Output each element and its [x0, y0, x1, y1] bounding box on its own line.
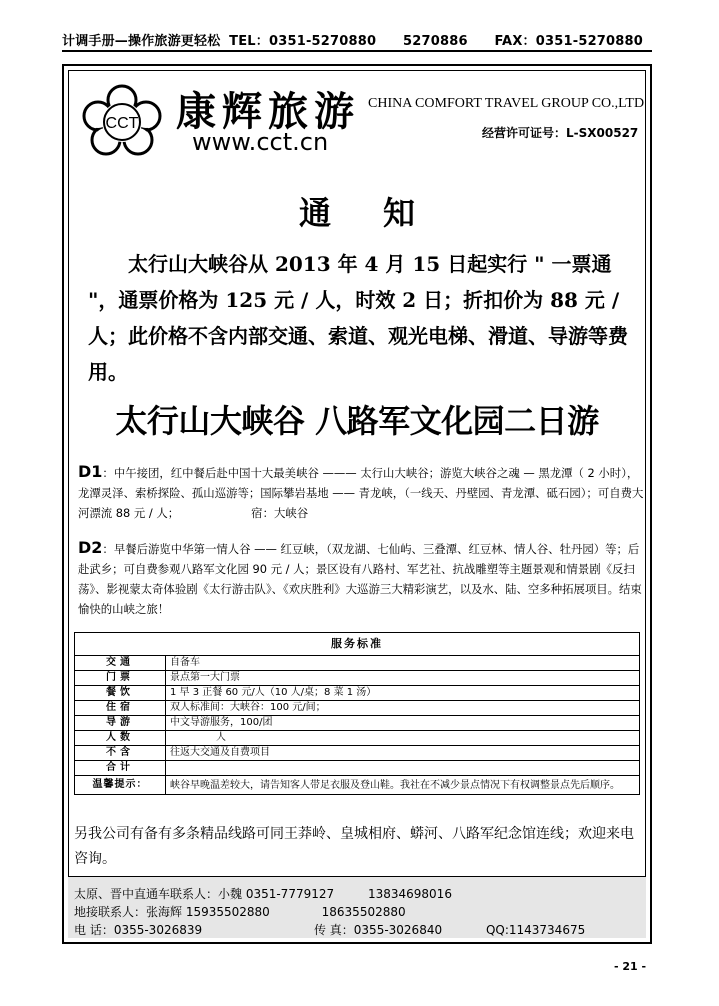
service-value: 中文导游服务，100/团 — [166, 716, 640, 731]
contact-direct-mobile: 13834698016 — [367, 887, 452, 901]
day-1-label: D1 — [78, 462, 103, 481]
day-2-text: ：早餐后游览中华第一情人谷 —— 红豆峡，（双龙湖、七仙屿、三叠潭、红豆林、情人谷、牡丹园）等；后赴武乡；可自费参观八路军文化园 90 元 / 人；景区设有八路村、军艺社、抗战雕塑等主题景观和情景剧《反扫荡》、影视蒙太奇体验剧《太行游击队》、《欢庆胜利》大巡游三大精彩演艺，以及水、陆、空多种拓展项目。结束愉快的山峡之旅！ — [78, 542, 642, 616]
cct-logo-icon — [82, 84, 162, 156]
service-value — [166, 761, 640, 776]
table-row — [75, 701, 640, 716]
table-row — [75, 656, 640, 671]
contact-qq: QQ:1143734675 — [485, 923, 586, 937]
service-value: 景点第一大门票 — [166, 671, 640, 686]
service-value: 往返大交通及自费项目 — [166, 746, 640, 761]
service-key: 合计 — [75, 761, 166, 776]
contact-panel — [68, 876, 646, 938]
tour-title: 太行山大峡谷 八路军文化园二日游 — [115, 402, 599, 440]
service-key: 交通 — [75, 656, 166, 671]
header-slogan: 计调手册—操作旅游更轻松 — [62, 34, 221, 49]
contact-row — [74, 903, 406, 920]
notice-paragraph: 太行山大峡谷从 2013 年 4 月 15 日起实行 " 一票通 "，通票价格为 125 元 / 人，时效 2 日；折扣价为 88 元 / 人；此价格不含内部交通、索道、观光电梯、滑道、导游等费用。 — [88, 252, 628, 384]
header-fax: FAX：0351-5270880 — [494, 34, 644, 49]
service-standards-table — [74, 632, 640, 795]
service-key: 餐饮 — [75, 686, 166, 701]
promo-text: 另我公司有备有多条精品线路可同王莽岭、皇城相府、蟒河、八路军纪念馆连线；欢迎来电咨询。 — [74, 826, 634, 867]
service-value: 1 早 3 正餐 60 元/人（10 人/桌；8 菜 1 汤） — [166, 686, 640, 701]
service-value: 自备车 — [166, 656, 640, 671]
logo-text: CCT — [105, 115, 139, 132]
service-value: 人 — [166, 731, 640, 746]
service-key: 导游 — [75, 716, 166, 731]
service-table-caption: 服务标准 — [75, 633, 640, 656]
running-header — [62, 30, 652, 49]
contact-direct-bus: 太原、晋中直通车联系人：小魏 0351-7779127 — [74, 887, 335, 901]
service-key: 人数 — [75, 731, 166, 746]
service-value: 双人标准间：大峡谷：100 元/间； — [166, 701, 640, 716]
contact-phone: 电 话：0355-3026839 — [74, 923, 203, 937]
service-key: 温馨提示： — [75, 776, 166, 795]
page-number: - 21 - — [614, 960, 647, 973]
contact-row — [74, 921, 585, 938]
header-tel: TEL：0351-5270880 — [229, 34, 377, 49]
license-number: 经营许可证号：L-SX00527 — [482, 126, 639, 140]
header-tel2: 5270886 — [403, 34, 468, 49]
table-row — [75, 716, 640, 731]
table-row — [75, 686, 640, 701]
contact-fax: 传 真：0355-3026840 — [313, 923, 443, 937]
header-rule — [62, 50, 652, 52]
table-row — [75, 731, 640, 746]
service-key: 门票 — [75, 671, 166, 686]
day-2-label: D2 — [78, 538, 103, 557]
table-row — [75, 776, 640, 795]
brand-name-cn: 康辉旅游 — [176, 88, 360, 135]
notice-body — [88, 246, 628, 390]
brand-website: www.cct.cn — [192, 128, 329, 156]
service-value: 峡谷早晚温差较大，请告知客人带足衣服及登山鞋。我社在不减少景点情况下有权调整景点先后顺序。 — [166, 776, 640, 795]
itinerary-day-2 — [78, 538, 644, 619]
service-key: 不含 — [75, 746, 166, 761]
contact-row — [74, 885, 452, 902]
service-key: 住宿 — [75, 701, 166, 716]
contact-local-mobile: 18635502880 — [321, 905, 406, 919]
day-1-stay: 宿：大峡谷 — [251, 506, 309, 520]
table-row — [75, 761, 640, 776]
notice-title: 通知 — [298, 194, 467, 232]
flyer-frame — [62, 64, 652, 944]
table-row — [75, 746, 640, 761]
table-row — [75, 671, 640, 686]
itinerary-day-1 — [78, 462, 644, 523]
brand-name-en: CHINA COMFORT TRAVEL GROUP CO.,LTD — [368, 96, 645, 111]
contact-local: 地接联系人：张海辉 15935502880 — [74, 905, 270, 919]
day-1-text: ：中午接团，红中餐后赴中国十大最美峡谷 ——— 太行山大峡谷；游览大峡谷之魂 — 黑龙潭（ 2 小时），龙潭灵泽、索桥探险、孤山巡游等；国际攀岩基地 —— 青龙峡，（一线天、丹壁园、青龙潭、砥石园）；可自费大河漂流 88 元 / 人； — [78, 466, 644, 520]
